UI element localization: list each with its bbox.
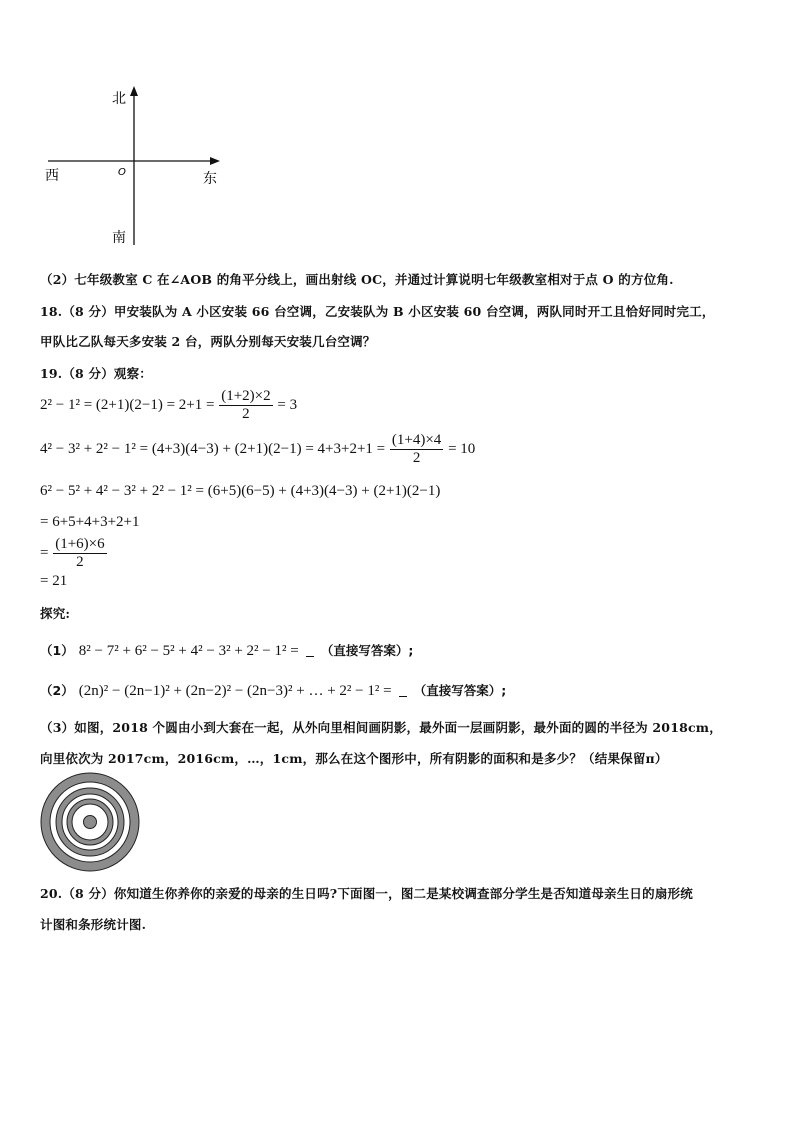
q19-equation-3-line4: = 21	[40, 573, 68, 589]
eq1-denominator: 2	[242, 406, 250, 422]
part1-instruction: （直接写答案）;	[320, 643, 414, 658]
eq1-lhs: 2² − 1² = (2+1)(2−1) = 2+1 =	[40, 396, 215, 413]
compass-west-label: 西	[45, 168, 59, 184]
compass-north-label: 北	[112, 91, 126, 107]
q19-heading: 19.（8 分）观察：	[40, 366, 152, 381]
eq3-denominator: 2	[76, 554, 84, 570]
eq3-numerator: (1+6)×6	[55, 536, 105, 552]
part1-expression: 8² − 7² + 6² − 5² + 4² − 3² + 2² − 1² =	[78, 643, 299, 659]
center-circle-shaded	[84, 816, 97, 829]
eq2-lhs: 4² − 3² + 2² − 1² = (4+3)(4−3) + (2+1)(2−1) = 4+3+2+1 =	[40, 440, 386, 457]
q18-line1: 18.（8 分）甲安装队为 A 小区安装 66 台空调，乙安装队为 B 小区安装 60 台空调，两队同时开工且恰好同时完工，	[40, 304, 715, 319]
eq1-numerator: (1+2)×2	[221, 388, 271, 404]
compass-south-label: 南	[112, 230, 126, 246]
eq2-fraction	[390, 432, 443, 467]
eq1-rhs: = 3	[277, 396, 298, 413]
part2-answer-blank	[399, 684, 407, 697]
q19-part3-line2: 向里依次为 2017cm，2016cm，…，1cm，那么在这个图形中，所有阴影的面积和是多少？（结果保留π）	[40, 751, 668, 766]
q19-part2	[40, 680, 506, 700]
eq2-numerator: (1+4)×4	[391, 432, 442, 448]
compass-origin-label: O	[118, 167, 126, 178]
part2-label: （2）	[40, 683, 74, 698]
part2-instruction: （直接写答案）;	[413, 683, 507, 698]
q19-equation-2	[40, 432, 475, 467]
eq2-denominator: 2	[412, 450, 421, 466]
q19-part3-line1: （3）如图，2018 个圆由小到大套在一起，从外向里相间画阴影，最外面一层画阴影，最外面的圆的半径为 2018cm，	[40, 720, 722, 735]
q20-line2: 计图和条形统计图.	[40, 917, 147, 932]
q17-part2-text: （2）七年级教室 C 在∠AOB 的角平分线上，画出射线 OC，并通过计算说明七年级教室相对于点 O 的方位角.	[40, 272, 674, 287]
q19-part1	[40, 640, 413, 660]
q18-line2: 甲队比乙队每天多安装 2 台，两队分别每天安装几台空调？	[40, 334, 376, 349]
north-arrowhead	[130, 86, 138, 96]
eq3-fraction	[53, 536, 106, 571]
compass-east-label: 东	[203, 171, 217, 187]
q19-equation-1	[40, 388, 297, 423]
compass-diagram	[40, 82, 240, 252]
part1-answer-blank	[306, 644, 314, 657]
eq2-rhs: = 10	[448, 440, 476, 457]
eq3-equals: =	[40, 544, 49, 561]
q20-line1: 20.（8 分）你知道生你养你的亲爱的母亲的生日吗?下面图一，图二是某校调查部分学生是否知道母亲生日的扇形统	[40, 886, 693, 901]
q19-equation-3-line2: = 6+5+4+3+2+1	[40, 514, 140, 530]
q19-explore-label: 探究:	[40, 606, 71, 621]
eq1-fraction	[219, 388, 272, 423]
q19-equation-3-line1: 6² − 5² + 4² − 3² + 2² − 1² = (6+5)(6−5) + (4+3)(4−3) + (2+1)(2−1)	[40, 483, 441, 499]
east-arrowhead	[210, 157, 220, 165]
part1-label: （1）	[40, 643, 74, 658]
concentric-circles-figure	[38, 770, 142, 874]
part2-expression: (2n)² − (2n−1)² + (2n−2)² − (2n−3)² + … + 2² − 1² =	[78, 683, 392, 699]
q19-equation-3-line3	[40, 536, 108, 571]
